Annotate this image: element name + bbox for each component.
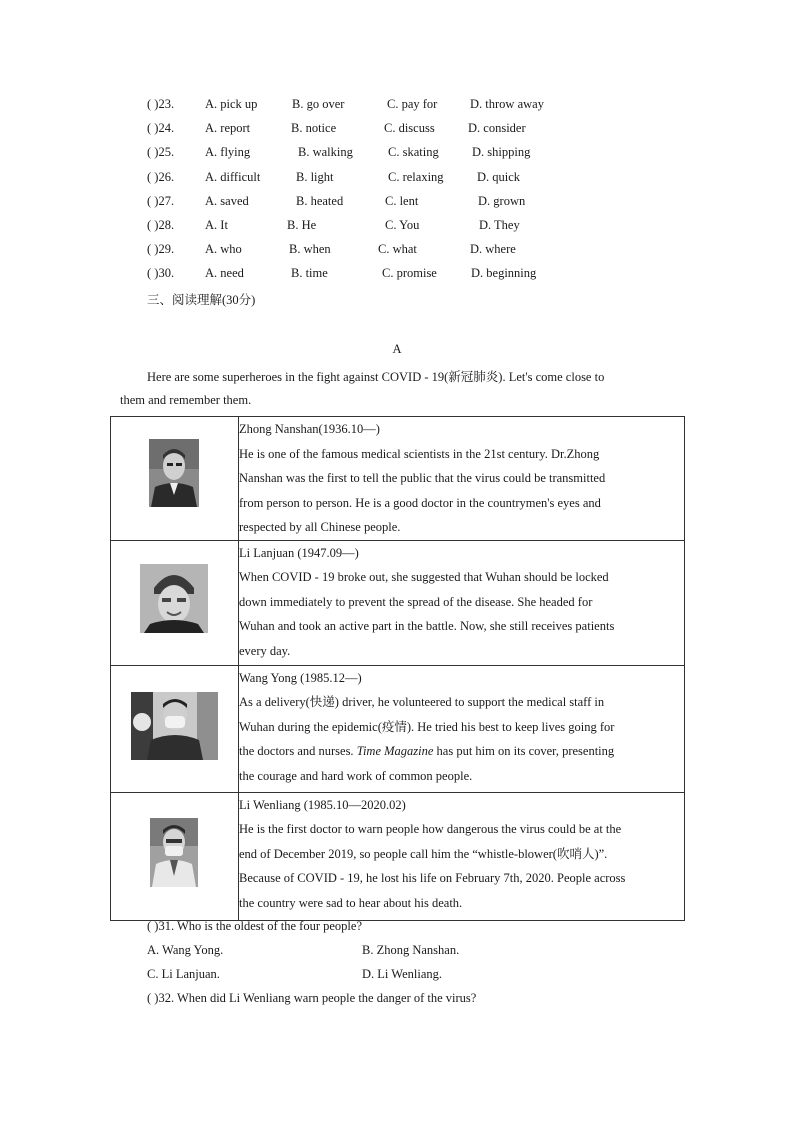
question-number: ( )23. xyxy=(147,97,175,111)
option-b: B. time xyxy=(291,266,328,280)
hero-row-li-lanjuan xyxy=(111,540,685,665)
hero-description-line: the courage and hard work of common people. xyxy=(239,768,473,783)
hero-description-line: Because of COVID - 19, he lost his life on February 7th, 2020. People across xyxy=(239,871,626,885)
hero-row-li-wenliang xyxy=(111,792,685,920)
option-a: A. who xyxy=(205,242,242,256)
hero-description-line: Nanshan was the first to tell the public that the virus could be transmitted xyxy=(239,471,606,485)
option-c: C. lent xyxy=(385,194,419,208)
hero-description-line: respected by all Chinese people. xyxy=(239,520,401,534)
option-d: D. throw away xyxy=(470,97,544,111)
option-a: A. difficult xyxy=(205,170,261,184)
question-31-option-c: C. Li Lanjuan. xyxy=(147,967,220,981)
option-a: A. saved xyxy=(205,194,249,208)
hero-description-line: from person to person. He is a good doctor in the countrymen's eyes and xyxy=(239,495,601,510)
portrait-wang-yong xyxy=(131,692,218,760)
hero-row-zhong-nanshan xyxy=(111,417,685,541)
hero-description-line: As a delivery(快递) driver, he volunteered to support the medical staff in xyxy=(239,695,605,709)
option-c: C. promise xyxy=(382,266,437,280)
question-number: ( )30. xyxy=(147,266,175,280)
hero-name: Wang Yong (1985.12—) xyxy=(239,670,362,685)
hero-description-line xyxy=(239,739,684,764)
option-c: C. relaxing xyxy=(388,170,444,184)
hero-text-cell xyxy=(239,792,685,920)
question-number: ( )24. xyxy=(147,121,175,135)
option-d: D. shipping xyxy=(472,145,531,159)
text-segment: the doctors and nurses. xyxy=(239,744,357,758)
option-b: B. light xyxy=(296,170,334,184)
option-b: B. go over xyxy=(292,97,345,111)
hero-description-line: Wuhan and took an active part in the battle. Now, she still receives patients xyxy=(239,619,615,633)
option-c: C. discuss xyxy=(384,121,435,135)
hero-text-cell xyxy=(239,417,685,541)
option-b: B. walking xyxy=(298,145,353,159)
hero-description-line: end of December 2019, so people call him the “whistle-blower(吹哨人)”. xyxy=(239,846,608,861)
question-31-option-b: B. Zhong Nanshan. xyxy=(362,943,460,957)
hero-text-cell xyxy=(239,540,685,665)
heroes-table xyxy=(110,416,685,921)
passage-letter: A xyxy=(392,342,402,356)
question-number: ( )25. xyxy=(147,145,175,159)
hero-row-wang-yong xyxy=(111,665,685,792)
passage-intro-line-1: Here are some superheroes in the fight against COVID - 19(新冠肺炎). Let's come close to xyxy=(147,370,605,384)
passage-intro-line-2: them and remember them. xyxy=(120,393,252,407)
hero-description-line: He is one of the famous medical scientists in the 21st century. Dr.Zhong xyxy=(239,446,600,461)
option-d: D. They xyxy=(479,218,520,232)
option-d: D. where xyxy=(470,242,516,256)
photo-cell xyxy=(111,792,239,920)
hero-description-line: the country were sad to hear about his death. xyxy=(239,895,463,910)
option-b: B. notice xyxy=(291,121,337,135)
question-number: ( )28. xyxy=(147,218,175,232)
question-number: ( )29. xyxy=(147,242,175,256)
portrait-li-lanjuan xyxy=(140,564,208,633)
option-a: A. It xyxy=(205,218,228,232)
question-31-stem: ( )31. Who is the oldest of the four people? xyxy=(147,919,362,933)
option-a: A. pick up xyxy=(205,97,258,111)
option-b: B. heated xyxy=(296,194,344,208)
question-number: ( )27. xyxy=(147,194,175,208)
question-32-stem: ( )32. When did Li Wenliang warn people the danger of the virus? xyxy=(147,991,477,1005)
photo-cell xyxy=(111,540,239,665)
option-d: D. beginning xyxy=(471,266,537,280)
hero-description-line: When COVID - 19 broke out, she suggested that Wuhan should be locked xyxy=(239,570,609,584)
question-31-option-a: A. Wang Yong. xyxy=(147,943,224,957)
hero-name: Li Lanjuan (1947.09—) xyxy=(239,545,359,560)
hero-name: Li Wenliang (1985.10—2020.02) xyxy=(239,797,406,812)
option-c: C. pay for xyxy=(387,97,438,111)
option-c: C. what xyxy=(378,242,417,256)
hero-text-cell xyxy=(239,665,685,792)
option-d: D. grown xyxy=(478,194,526,208)
photo-cell xyxy=(111,417,239,541)
option-a: A. flying xyxy=(205,145,251,159)
question-number: ( )26. xyxy=(147,170,175,184)
option-b: B. He xyxy=(287,218,317,232)
text-segment: has put him on its cover, presenting xyxy=(433,744,615,758)
option-a: A. need xyxy=(205,266,244,280)
hero-description-line: He is the first doctor to warn people how dangerous the virus could be at the xyxy=(239,822,622,836)
option-c: C. skating xyxy=(388,145,439,159)
hero-description-line: every day. xyxy=(239,643,291,658)
option-d: D. consider xyxy=(468,121,526,135)
question-31-option-d: D. Li Wenliang. xyxy=(362,967,442,981)
option-a: A. report xyxy=(205,121,251,135)
option-c: C. You xyxy=(385,218,420,232)
option-d: D. quick xyxy=(477,170,521,184)
hero-name: Zhong Nanshan(1936.10—) xyxy=(239,422,380,436)
option-b: B. when xyxy=(289,242,331,256)
section-title: 三、阅读理解(30分) xyxy=(147,293,256,307)
magazine-title: Time Magazine xyxy=(356,744,434,758)
hero-description-line: Wuhan during the epidemic(疫情). He tried his best to keep lives going for xyxy=(239,719,615,734)
portrait-zhong-nanshan xyxy=(149,439,199,507)
portrait-li-wenliang xyxy=(150,818,198,887)
photo-cell xyxy=(111,665,239,792)
hero-description-line: down immediately to prevent the spread of the disease. She headed for xyxy=(239,594,593,609)
